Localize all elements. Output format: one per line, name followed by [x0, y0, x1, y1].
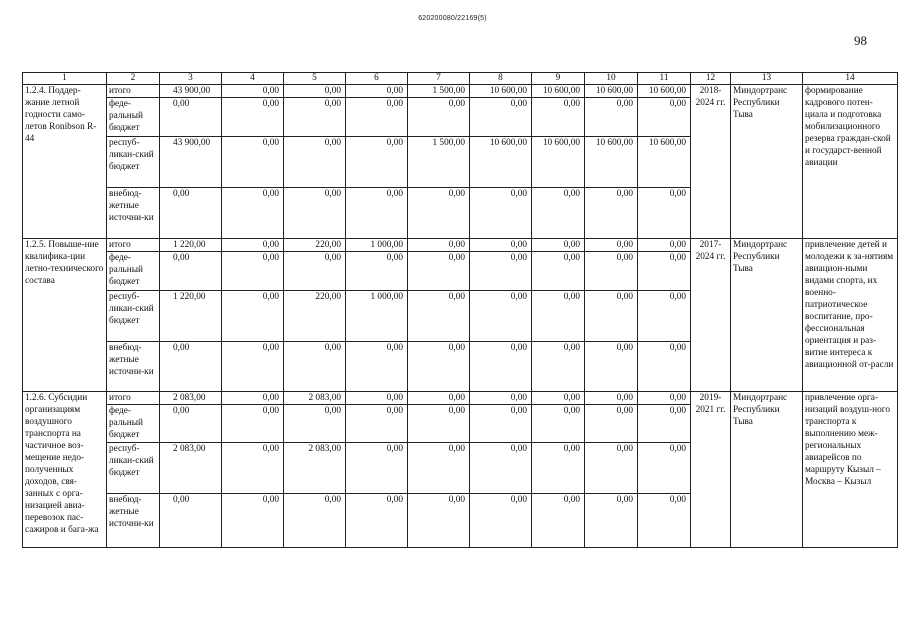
amount-cell: 0,00 [532, 494, 585, 548]
amount-cell: 0,00 [222, 291, 284, 342]
funding-source: респуб-ликан-ский бюджет [107, 291, 160, 342]
amount-cell: 0,00 [585, 188, 638, 239]
amount-cell: 0,00 [638, 443, 691, 494]
amount-cell: 0,00 [585, 98, 638, 137]
amount-cell: 10 600,00 [638, 85, 691, 98]
funding-source: феде-ральный бюджет [107, 98, 160, 137]
years-cell: 2018-2024 гг. [691, 85, 731, 239]
column-header: 2 [107, 73, 160, 85]
funding-source: итого [107, 85, 160, 98]
column-header: 1 [23, 73, 107, 85]
amount-cell: 0,00 [222, 188, 284, 239]
amount-cell: 2 083,00 [284, 392, 346, 405]
amount-cell: 0,00 [585, 342, 638, 392]
years-cell: 2017-2024 гг. [691, 239, 731, 392]
executor-cell: Миндортранс Республики Тыва [731, 392, 803, 548]
amount-cell: 0,00 [222, 443, 284, 494]
amount-cell: 0,00 [532, 443, 585, 494]
amount-cell: 0,00 [284, 342, 346, 392]
amount-cell: 0,00 [222, 342, 284, 392]
column-header: 14 [803, 73, 898, 85]
funding-source: итого [107, 239, 160, 252]
amount-cell: 0,00 [532, 239, 585, 252]
amount-cell: 0,00 [532, 291, 585, 342]
amount-cell: 0,00 [638, 252, 691, 291]
amount-cell: 0,00 [346, 405, 408, 443]
amount-cell: 1 500,00 [408, 85, 470, 98]
amount-cell: 43 900,00 [160, 85, 222, 98]
amount-cell: 0,00 [346, 392, 408, 405]
amount-cell: 10 600,00 [532, 85, 585, 98]
amount-cell: 0,00 [638, 494, 691, 548]
column-header: 12 [691, 73, 731, 85]
years-cell: 2019-2021 гг. [691, 392, 731, 548]
amount-cell: 0,00 [408, 252, 470, 291]
amount-cell: 0,00 [470, 443, 532, 494]
column-header: 3 [160, 73, 222, 85]
amount-cell: 0,00 [160, 494, 222, 548]
amount-cell: 0,00 [408, 342, 470, 392]
amount-cell: 2 083,00 [160, 392, 222, 405]
amount-cell: 0,00 [585, 239, 638, 252]
amount-cell: 0,00 [284, 188, 346, 239]
table-row [23, 392, 898, 405]
amount-cell: 220,00 [284, 239, 346, 252]
amount-cell: 0,00 [470, 252, 532, 291]
amount-cell: 0,00 [638, 188, 691, 239]
amount-cell: 1 000,00 [346, 239, 408, 252]
amount-cell: 0,00 [408, 98, 470, 137]
amount-cell: 0,00 [585, 405, 638, 443]
funding-source: итого [107, 392, 160, 405]
amount-cell: 2 083,00 [160, 443, 222, 494]
column-header: 11 [638, 73, 691, 85]
page-number: 98 [854, 33, 867, 48]
column-header: 10 [585, 73, 638, 85]
amount-cell: 0,00 [346, 98, 408, 137]
column-header: 4 [222, 73, 284, 85]
amount-cell: 0,00 [638, 342, 691, 392]
amount-cell: 0,00 [222, 252, 284, 291]
amount-cell: 0,00 [470, 239, 532, 252]
amount-cell: 0,00 [346, 494, 408, 548]
amount-cell: 0,00 [638, 405, 691, 443]
funding-source: внебюд-жетные источни-ки [107, 494, 160, 548]
expected-result-cell: привлечение орга-низаций воздуш-ного транспорта к выполнению меж-региональных авиарейсов по маршруту Кызыл – Москва – Кызыл [803, 392, 898, 548]
column-header: 5 [284, 73, 346, 85]
amount-cell: 0,00 [585, 392, 638, 405]
table-row [23, 239, 898, 252]
amount-cell: 0,00 [585, 252, 638, 291]
column-header: 8 [470, 73, 532, 85]
amount-cell: 0,00 [408, 405, 470, 443]
amount-cell: 0,00 [638, 239, 691, 252]
amount-cell: 2 083,00 [284, 443, 346, 494]
amount-cell: 0,00 [222, 137, 284, 188]
amount-cell: 10 600,00 [638, 137, 691, 188]
amount-cell: 0,00 [346, 252, 408, 291]
program-table [22, 72, 898, 548]
amount-cell: 0,00 [532, 188, 585, 239]
amount-cell: 0,00 [470, 188, 532, 239]
amount-cell: 0,00 [532, 405, 585, 443]
amount-cell: 0,00 [470, 342, 532, 392]
amount-cell: 0,00 [408, 443, 470, 494]
column-header: 7 [408, 73, 470, 85]
amount-cell: 0,00 [532, 342, 585, 392]
amount-cell: 0,00 [532, 252, 585, 291]
amount-cell: 0,00 [470, 405, 532, 443]
funding-source: внебюд-жетные источни-ки [107, 188, 160, 239]
executor-cell: Миндортранс Республики Тыва [731, 239, 803, 392]
amount-cell: 0,00 [408, 494, 470, 548]
amount-cell: 10 600,00 [532, 137, 585, 188]
amount-cell: 0,00 [346, 188, 408, 239]
amount-cell: 0,00 [284, 405, 346, 443]
amount-cell: 0,00 [222, 98, 284, 137]
amount-cell: 0,00 [284, 137, 346, 188]
amount-cell: 0,00 [638, 291, 691, 342]
amount-cell: 0,00 [470, 291, 532, 342]
amount-cell: 0,00 [638, 392, 691, 405]
expected-result-cell: привлечение детей и молодежи к за-нятиям авиацион-ными видами спорта, их военно-патриотическое воспитание, про-фессиональная ориентация и раз-витие интереса к авиационной от-расли [803, 239, 898, 392]
amount-cell: 0,00 [408, 392, 470, 405]
amount-cell: 1 500,00 [408, 137, 470, 188]
amount-cell: 1 000,00 [346, 291, 408, 342]
amount-cell: 0,00 [160, 188, 222, 239]
measure-name: 1.2.4. Поддер-жание летной годности само-летов Ronibson R-44 [23, 85, 107, 239]
column-header: 6 [346, 73, 408, 85]
amount-cell: 0,00 [160, 252, 222, 291]
amount-cell: 0,00 [222, 85, 284, 98]
amount-cell: 10 600,00 [585, 85, 638, 98]
amount-cell: 10 600,00 [470, 137, 532, 188]
amount-cell: 0,00 [222, 494, 284, 548]
amount-cell: 43 900,00 [160, 137, 222, 188]
amount-cell: 10 600,00 [585, 137, 638, 188]
amount-cell: 0,00 [284, 98, 346, 137]
amount-cell: 0,00 [284, 85, 346, 98]
amount-cell: 0,00 [160, 98, 222, 137]
amount-cell: 0,00 [346, 443, 408, 494]
amount-cell: 0,00 [284, 494, 346, 548]
amount-cell: 0,00 [408, 291, 470, 342]
amount-cell: 0,00 [222, 392, 284, 405]
amount-cell: 0,00 [470, 392, 532, 405]
expected-result-cell: формирование кадрового потен-циала и подготовка мобилизационного резерва граждан-ской и государст-венной авиации [803, 85, 898, 239]
amount-cell: 10 600,00 [470, 85, 532, 98]
document-code: 620200080/22169(5) [418, 15, 487, 22]
amount-cell: 0,00 [408, 239, 470, 252]
funding-source: феде-ральный бюджет [107, 252, 160, 291]
amount-cell: 0,00 [408, 188, 470, 239]
amount-cell: 0,00 [532, 98, 585, 137]
funding-source: феде-ральный бюджет [107, 405, 160, 443]
amount-cell: 0,00 [346, 85, 408, 98]
amount-cell: 0,00 [638, 98, 691, 137]
amount-cell: 0,00 [470, 98, 532, 137]
funding-source: респуб-ликан-ский бюджет [107, 137, 160, 188]
amount-cell: 0,00 [222, 405, 284, 443]
measure-name: 1.2.5. Повыше-ние квалифика-ции летно-технического состава [23, 239, 107, 392]
amount-cell: 0,00 [160, 405, 222, 443]
amount-cell: 0,00 [585, 443, 638, 494]
measure-name: 1.2.6. Субсидии организациям воздушного транспорта на частичное воз-мещение недо-полученных доходов, свя-занных с орга-низацией авиа-перевозок пас-сажиров и бага-жа [23, 392, 107, 548]
column-header: 9 [532, 73, 585, 85]
amount-cell: 0,00 [470, 494, 532, 548]
amount-cell: 220,00 [284, 291, 346, 342]
table-row [23, 85, 898, 98]
amount-cell: 0,00 [585, 494, 638, 548]
amount-cell: 1 220,00 [160, 239, 222, 252]
funding-source: респуб-ликан-ский бюджет [107, 443, 160, 494]
amount-cell: 1 220,00 [160, 291, 222, 342]
column-header: 13 [731, 73, 803, 85]
amount-cell: 0,00 [346, 137, 408, 188]
executor-cell: Миндортранс Республики Тыва [731, 85, 803, 239]
column-header-row [23, 73, 898, 85]
amount-cell: 0,00 [160, 342, 222, 392]
amount-cell: 0,00 [532, 392, 585, 405]
amount-cell: 0,00 [284, 252, 346, 291]
amount-cell: 0,00 [346, 342, 408, 392]
amount-cell: 0,00 [585, 291, 638, 342]
funding-source: внебюд-жетные источни-ки [107, 342, 160, 392]
amount-cell: 0,00 [222, 239, 284, 252]
